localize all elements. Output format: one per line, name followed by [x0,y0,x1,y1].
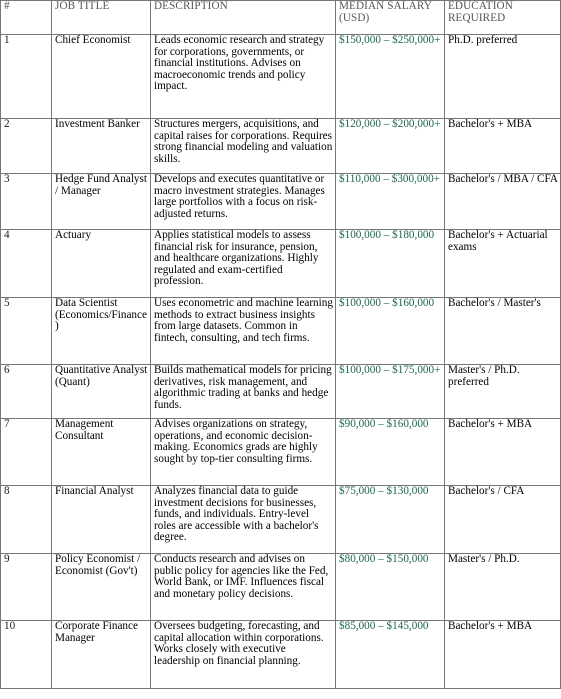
job-description: Conducts research and advises on public policy for agencies like the Fed, World Bank, or IMF. Influences fiscal and monetary policy decisions. [151,554,336,621]
row-number: 4 [1,230,52,298]
job-description: Oversees budgeting, forecasting, and capital allocation within corporations. Works closely with executive leadership on financial planning. [151,621,336,689]
header-job-title: JOB TITLE [52,1,151,35]
header-number: # [1,1,52,35]
education-required: Master's / Ph.D. preferred [445,365,561,419]
job-title: Actuary [52,230,151,298]
job-title: Financial Analyst [52,486,151,554]
table-row [1,486,561,554]
table-row [1,554,561,621]
job-description: Uses econometric and machine learning methods to extract business insights from large datasets. Common in fintech, consulting, and tech firms. [151,298,336,365]
job-title: Corporate Finance Manager [52,621,151,689]
job-description: Analyzes financial data to guide investment decisions for businesses, funds, and individuals. Entry-level roles are accessible with a bachelor's degree. [151,486,336,554]
median-salary: $80,000 – $150,000 [336,554,445,621]
job-title: Data Scientist (Economics/Finance) [52,298,151,365]
table-row [1,419,561,486]
table-header-row [1,1,561,35]
job-title: Policy Economist / Economist (Gov't) [52,554,151,621]
median-salary: $110,000 – $300,000+ [336,174,445,230]
job-description: Builds mathematical models for pricing derivatives, risk management, and algorithmic trading at banks and hedge funds. [151,365,336,419]
education-required: Master's / Ph.D. [445,554,561,621]
job-description: Leads economic research and strategy for corporations, governments, or financial institutions. Advises on macroeconomic trends and policy impact. [151,35,336,119]
table-row [1,119,561,174]
table-row [1,174,561,230]
education-required: Bachelor's + MBA [445,621,561,689]
table-row [1,298,561,365]
education-required: Ph.D. preferred [445,35,561,119]
education-required: Bachelor's + Actuarial exams [445,230,561,298]
table-row [1,35,561,119]
job-description: Develops and executes quantitative or macro investment strategies. Manages large portfolios with a focus on risk-adjusted returns. [151,174,336,230]
job-description: Structures mergers, acquisitions, and capital raises for corporations. Requires strong financial modeling and valuation skills. [151,119,336,174]
job-title: Investment Banker [52,119,151,174]
education-required: Bachelor's / Master's [445,298,561,365]
row-number: 1 [1,35,52,119]
median-salary: $150,000 – $250,000+ [336,35,445,119]
education-required: Bachelor's + MBA [445,119,561,174]
table-row [1,621,561,689]
header-education-required: EDUCATION REQUIRED [445,1,561,35]
row-number: 6 [1,365,52,419]
row-number: 3 [1,174,52,230]
median-salary: $100,000 – $160,000 [336,298,445,365]
median-salary: $85,000 – $145,000 [336,621,445,689]
row-number: 8 [1,486,52,554]
table-row [1,230,561,298]
header-description: DESCRIPTION [151,1,336,35]
table-row [1,365,561,419]
header-median-salary: MEDIAN SALARY (USD) [336,1,445,35]
row-number: 10 [1,621,52,689]
job-title: Hedge Fund Analyst / Manager [52,174,151,230]
row-number: 2 [1,119,52,174]
job-title: Chief Economist [52,35,151,119]
median-salary: $75,000 – $130,000 [336,486,445,554]
job-description: Applies statistical models to assess financial risk for insurance, pension, and healthcare organizations. Highly regulated and exam-certified profession. [151,230,336,298]
row-number: 7 [1,419,52,486]
median-salary: $100,000 – $180,000 [336,230,445,298]
row-number: 5 [1,298,52,365]
median-salary: $90,000 – $160,000 [336,419,445,486]
education-required: Bachelor's + MBA [445,419,561,486]
job-title: Quantitative Analyst (Quant) [52,365,151,419]
median-salary: $100,000 – $175,000+ [336,365,445,419]
education-required: Bachelor's / CFA [445,486,561,554]
median-salary: $120,000 – $200,000+ [336,119,445,174]
row-number: 9 [1,554,52,621]
job-description: Advises organizations on strategy, operations, and economic decision-making. Economics grads are highly sought by top-tier consulting firms. [151,419,336,486]
education-required: Bachelor's / MBA / CFA [445,174,561,230]
job-title: Management Consultant [52,419,151,486]
